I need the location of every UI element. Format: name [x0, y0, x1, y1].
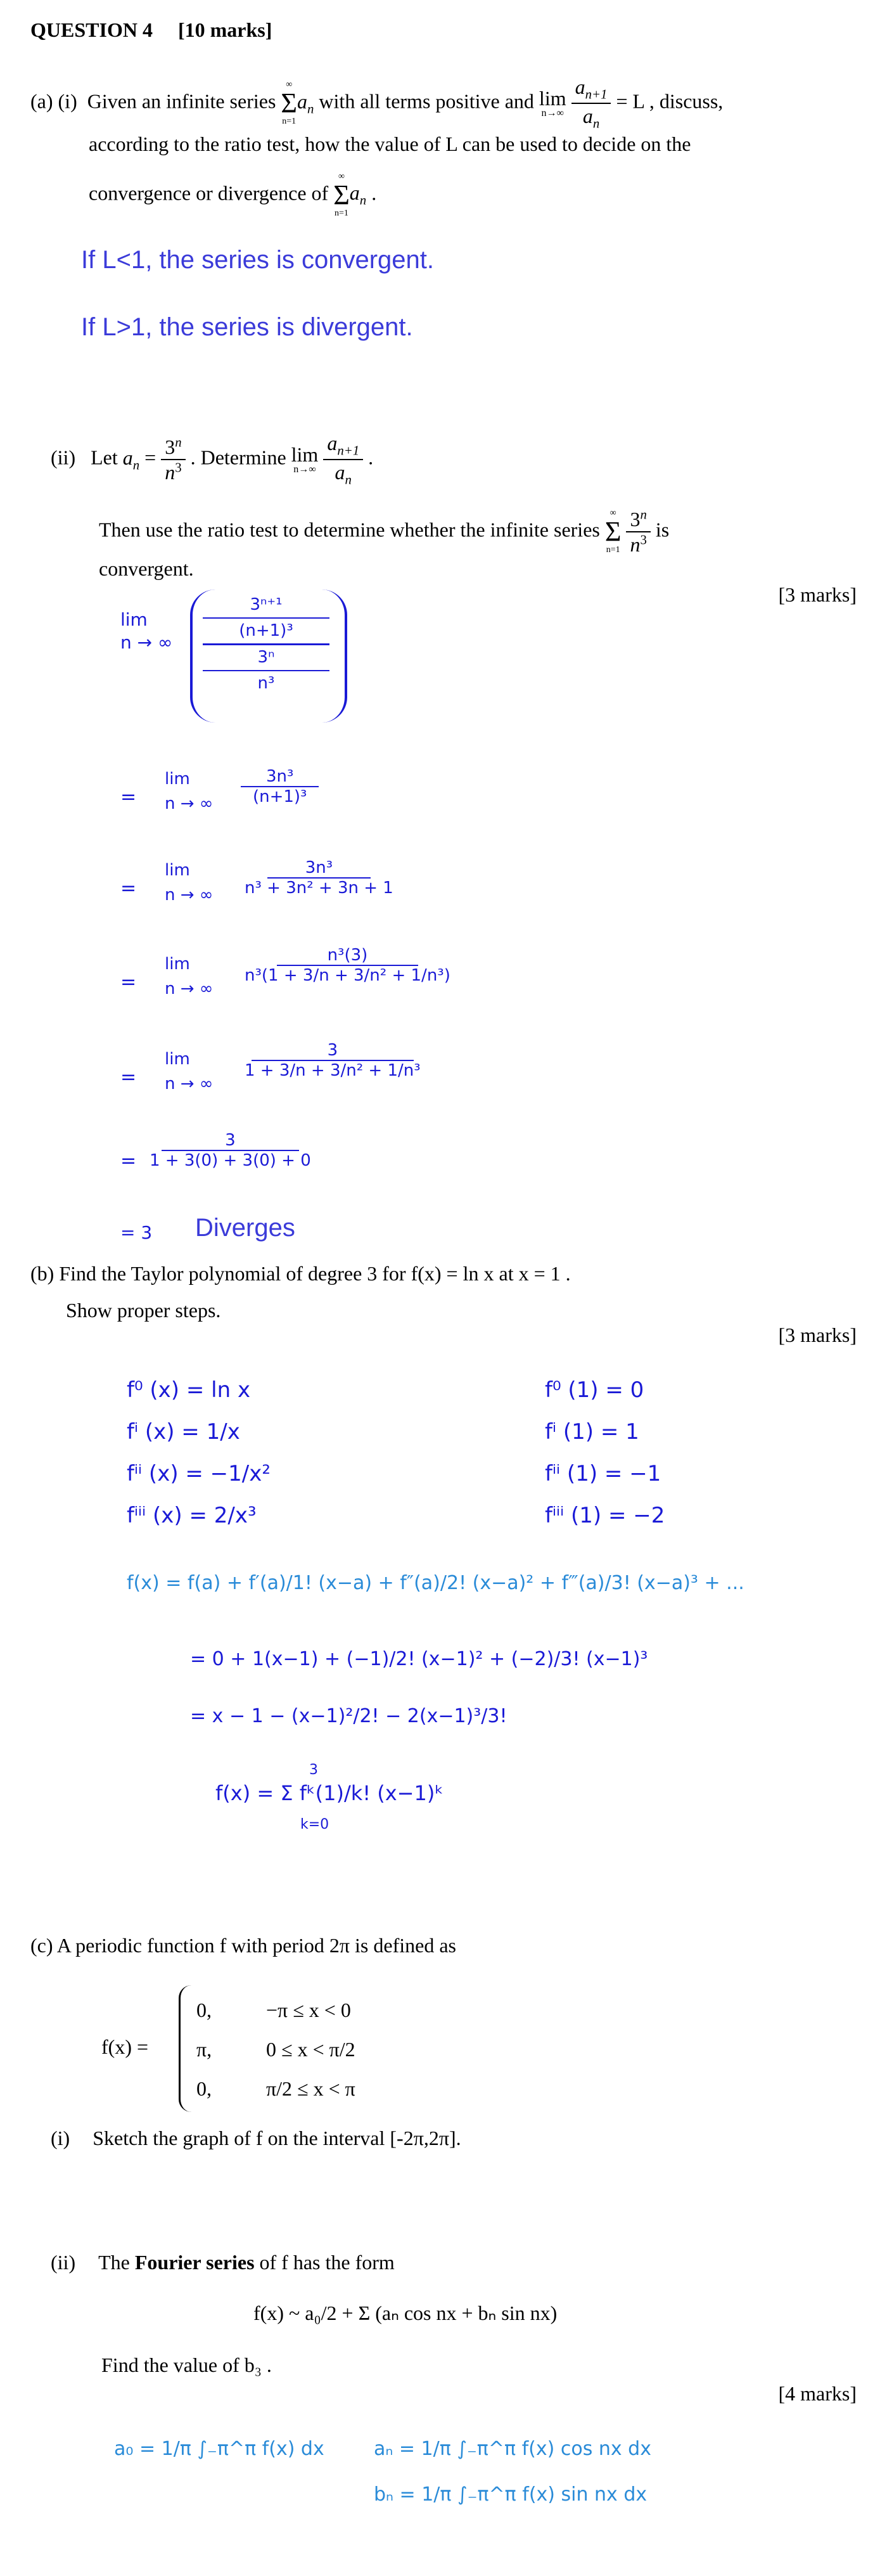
work-step4-frac: $\frac{\text{n³(3)}}{\text{n³(1 + 3/n + 3/n² + 1/n³)}}$ — [245, 946, 450, 985]
work-step6-frac: $\frac{3}{1 + 3(0) + 3(0) + 0}$ — [150, 1131, 311, 1170]
part-a-marks: [3 marks] — [778, 583, 857, 606]
piecewise-brace — [179, 1985, 193, 2112]
work-step1-lim: lim n → ∞ — [120, 609, 173, 654]
verdict-diverges: Diverges — [195, 1214, 295, 1242]
answer-convergent: If L<1, the series is convergent. — [81, 246, 434, 274]
part-b-line1: (b) Find the Taylor polynomial of degree 3 for f(x) = ln x at x = 1 . — [30, 1262, 571, 1285]
part-a-ii-line3: convergent. — [99, 557, 194, 580]
part-b-line2: Show proper steps. — [66, 1299, 221, 1322]
fourier-an: aₙ = 1/π ∫₋π^π f(x) cos nx dx — [374, 2438, 651, 2460]
eq-sign: = — [120, 877, 137, 899]
part-a-ii-question: (ii) Let $a_n$ = $\frac{3^n}{n^3}$ . Determine lim n→∞ $\frac{a_{n+1}}{a_n}$ . — [51, 432, 374, 487]
fourier-a0: a₀ = 1/π ∫₋π^π f(x) dx — [114, 2438, 324, 2460]
derivative-2: fⁱⁱ (x) = −1/x² — [127, 1461, 271, 1486]
question-title: QUESTION 4 [10 marks] — [30, 18, 272, 41]
sigma-symbol: ∞ Σ n=1 — [281, 80, 298, 127]
fourier-series-form: f(x) ~ a₀/2 + Σ (aₙ cos nx + bₙ sin nx) — [253, 2302, 558, 2324]
value-0: f⁰ (1) = 0 — [545, 1377, 644, 1403]
piecewise-values: 0, π, 0, — [196, 1999, 212, 2100]
fourier-bn: bₙ = 1/π ∫₋π^π f(x) sin nx dx — [374, 2483, 648, 2506]
taylor-substituted: = 0 + 1(x−1) + (−1)/2! (x−1)² + (−2)/3! (x−1)³ — [190, 1648, 648, 1670]
part-c-marks: [4 marks] — [778, 2382, 857, 2405]
derivatives-list — [127, 1369, 271, 1536]
piecewise-fx: f(x) = — [101, 2035, 149, 2058]
taylor-sum-top: 3 — [309, 1762, 318, 1778]
part-a-i-line2: according to the ratio test, how the value of L can be used to decide on the — [89, 132, 691, 155]
part-a-ii-line2: Then use the ratio test to determine whether the infinite series ∞ Σ n=1 $\frac{3^n}{n^3}$ is — [99, 507, 670, 557]
value-2: fⁱⁱ (1) = −1 — [545, 1461, 661, 1486]
work-step1-frac: 3ⁿ⁺¹ (n+1)³ 3ⁿ n³ — [203, 593, 329, 696]
work-step3-lim: lim n → ∞ — [165, 861, 214, 905]
work-step3-frac: $\frac{\text{3n³}}{\text{n³ + 3n² + 3n + 1}}$ — [245, 858, 393, 898]
value-1: fⁱ (1) = 1 — [545, 1419, 639, 1445]
part-a-i-question: (a) (i) Given an infinite series ∞ Σ n=1 $a_n$ with all terms positive and lim n→∞ $\frac{a_{n+1}}{a_n}$ = L , discuss, — [30, 75, 724, 131]
taylor-sigma: f(x) = Σ fᵏ(1)/k! (x−1)ᵏ — [215, 1781, 444, 1805]
eq-sign: = — [120, 1150, 137, 1172]
taylor-simplified: = x − 1 − (x−1)²/2! − 2(x−1)³/3! — [190, 1705, 507, 1727]
work-result: = 3 — [120, 1222, 153, 1243]
work-step5-lim: lim n → ∞ — [165, 1050, 214, 1093]
work-step2-frac: $\frac{\text{3n³}}{\text{(n+1)³}}$ — [241, 767, 319, 806]
part-c-ii: (ii) The Fourier series of f has the form — [51, 2251, 395, 2274]
derivative-3: fⁱⁱⁱ (x) = 2/x³ — [127, 1503, 257, 1528]
work-step5-frac: $\frac{3}{\text{1 + 3/n + 3/n² + 1/n³}}$ — [245, 1041, 421, 1080]
derivative-1: fⁱ (x) = 1/x — [127, 1419, 240, 1445]
part-a-i-line3: convergence or divergence of ∞ Σ n=1 $a_n$ . — [89, 172, 377, 218]
part-c-i: (i) Sketch the graph of f on the interval [-2π,2π]. — [51, 2127, 461, 2149]
taylor-general: f(x) = f(a) + f′(a)/1! (x−a) + f″(a)/2! (x−a)² + f‴(a)/3! (x−a)³ + ... — [127, 1572, 744, 1594]
derivative-values-list — [545, 1369, 665, 1536]
value-3: fⁱⁱⁱ (1) = −2 — [545, 1503, 665, 1528]
derivative-0: f⁰ (x) = ln x — [127, 1377, 251, 1403]
work-step4-lim: lim n → ∞ — [165, 955, 214, 998]
taylor-sum-bottom: k=0 — [300, 1817, 329, 1832]
eq-sign: = — [120, 1066, 137, 1088]
piecewise-conditions: −π ≤ x < 0 0 ≤ x < π/2 π/2 ≤ x < π — [266, 1999, 355, 2100]
eq-sign: = — [120, 786, 137, 808]
answer-divergent: If L>1, the series is divergent. — [81, 313, 413, 341]
part-b-marks: [3 marks] — [778, 1323, 857, 1346]
part-c-line1: (c) A periodic function f with period 2π is defined as — [30, 1934, 456, 1957]
part-c-find: Find the value of b₃ . — [101, 2354, 272, 2376]
eq-sign: = — [120, 971, 137, 993]
work-step2-lim: lim n → ∞ — [165, 770, 214, 813]
